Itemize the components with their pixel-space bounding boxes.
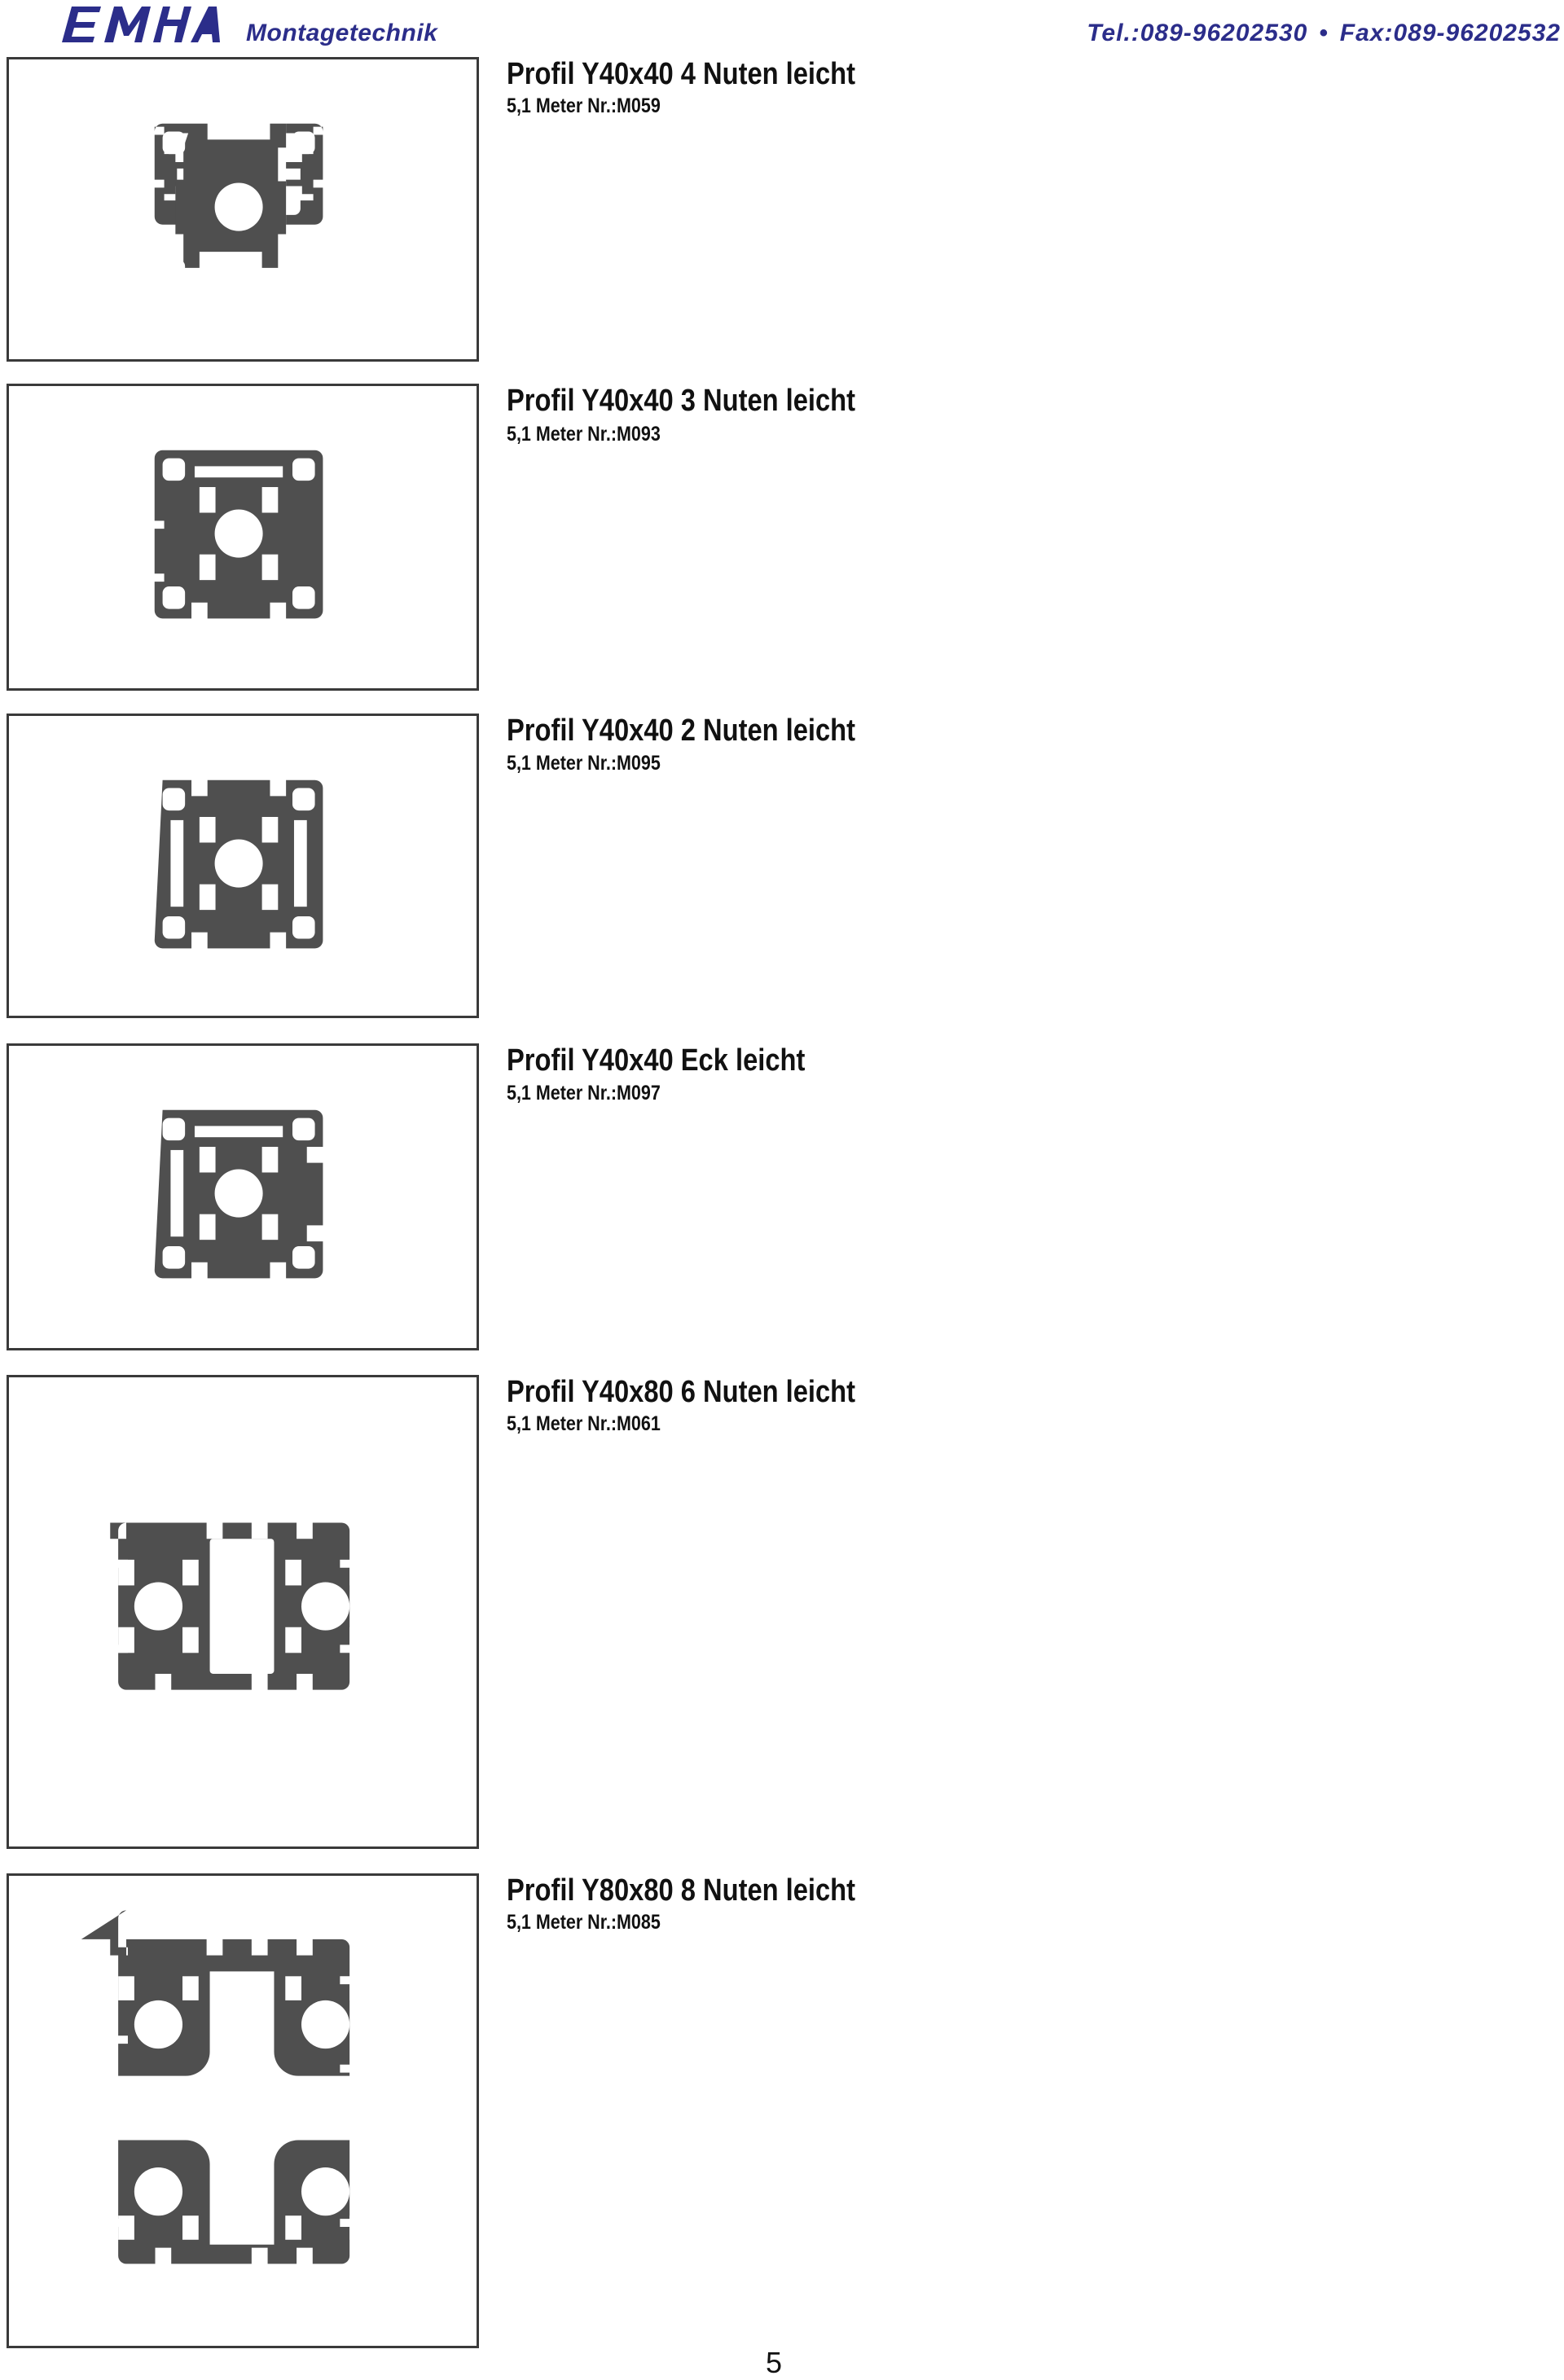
- product-subtitle: 5,1 Meter Nr.:M097: [507, 1082, 661, 1104]
- profile-y80x80-8-nuten-icon: [9, 1876, 477, 2346]
- separator-dot: •: [1319, 20, 1329, 46]
- page-number: 5: [766, 2346, 783, 2379]
- profile-image-m059: [7, 57, 479, 362]
- profile-image-m095: [7, 714, 479, 1018]
- profile-image-m097: [7, 1043, 479, 1350]
- phone-number: Tel.:089-96202530: [1087, 20, 1308, 46]
- product-title: Profil Y40x40 2 Nuten leicht: [507, 714, 856, 748]
- company-tagline: Montagetechnik: [246, 20, 438, 46]
- emha-logo: [57, 0, 220, 49]
- profile-y40x80-6-nuten-icon: [9, 1377, 477, 1846]
- profile-image-m061: [7, 1375, 479, 1849]
- product-subtitle: 5,1 Meter Nr.:M059: [507, 94, 661, 117]
- product-title: Profil Y40x40 4 Nuten leicht: [507, 57, 856, 91]
- profile-y40x40-4-nuten-icon: [9, 59, 477, 359]
- product-title: Profil Y40x80 6 Nuten leicht: [507, 1375, 856, 1409]
- profile-y40x40-2-nuten-icon: [9, 716, 477, 1016]
- fax-number: Fax:089-96202532: [1339, 20, 1561, 46]
- product-subtitle: 5,1 Meter Nr.:M095: [507, 752, 661, 775]
- product-subtitle: 5,1 Meter Nr.:M085: [507, 1911, 661, 1934]
- product-title: Profil Y40x40 3 Nuten leicht: [507, 384, 856, 418]
- product-title: Profil Y80x80 8 Nuten leicht: [507, 1873, 856, 1908]
- product-subtitle: 5,1 Meter Nr.:M093: [507, 423, 661, 446]
- profile-image-m093: [7, 384, 479, 691]
- profile-y40x40-eck-icon: [9, 1046, 477, 1348]
- profile-y40x40-3-nuten-icon: [9, 386, 477, 688]
- product-title: Profil Y40x40 Eck leicht: [507, 1043, 806, 1078]
- product-subtitle: 5,1 Meter Nr.:M061: [507, 1412, 661, 1435]
- profile-image-m085: [7, 1873, 479, 2348]
- contact-info: [1087, 20, 1561, 47]
